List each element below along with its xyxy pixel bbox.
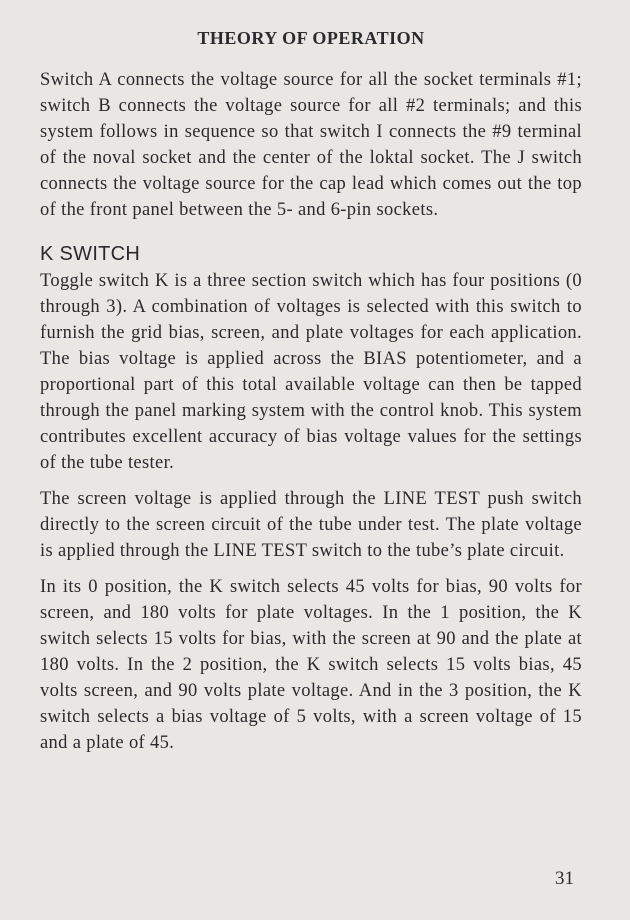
page-number: 31 (555, 868, 574, 889)
intro-paragraph: Switch A connects the voltage source for all the socket terminals #1; switch B connects the voltage source for all #2 terminals; and this system follows in sequence so that switch I connects the #9 terminal of the noval socket and the center of the loktal socket. The J switch connects the voltage source for the cap lead which comes out the top of the front panel between the 5- and 6-pin sockets. (40, 70, 582, 220)
body-paragraph: The screen voltage is applied through the LINE TEST push switch directly to the screen circuit of the tube under test. The plate voltage is applied through the LINE TEST switch to the tube’s plate circuit. (40, 489, 582, 561)
running-head: THEORY OF OPERATION (197, 28, 425, 48)
section-heading: K SWITCH (40, 243, 141, 265)
body-paragraph: Toggle switch K is a three section switch which has four positions (0 through 3). A combination of voltages is selected with this switch to furnish the grid bias, screen, and plate voltages for each application. The bias voltage is applied across the BIAS potentiometer, and a proportional part of this total available voltage can then be tapped through the panel marking system with the control knob. This system contributes excellent accuracy of bias voltage values for the settings of the tube tester. (40, 271, 582, 473)
body-paragraph: In its 0 position, the K switch selects 45 volts for bias, 90 volts for screen, and 180 volts for plate voltages. In the 1 position, the K switch selects 15 volts for bias, with the screen at 90 and the plate at 180 volts. In the 2 position, the K switch selects 15 volts bias, 45 volts screen, and 90 volts plate voltage. And in the 3 position, the K switch selects a bias voltage of 5 volts, with a screen voltage of 15 and a plate of 45. (40, 577, 582, 753)
